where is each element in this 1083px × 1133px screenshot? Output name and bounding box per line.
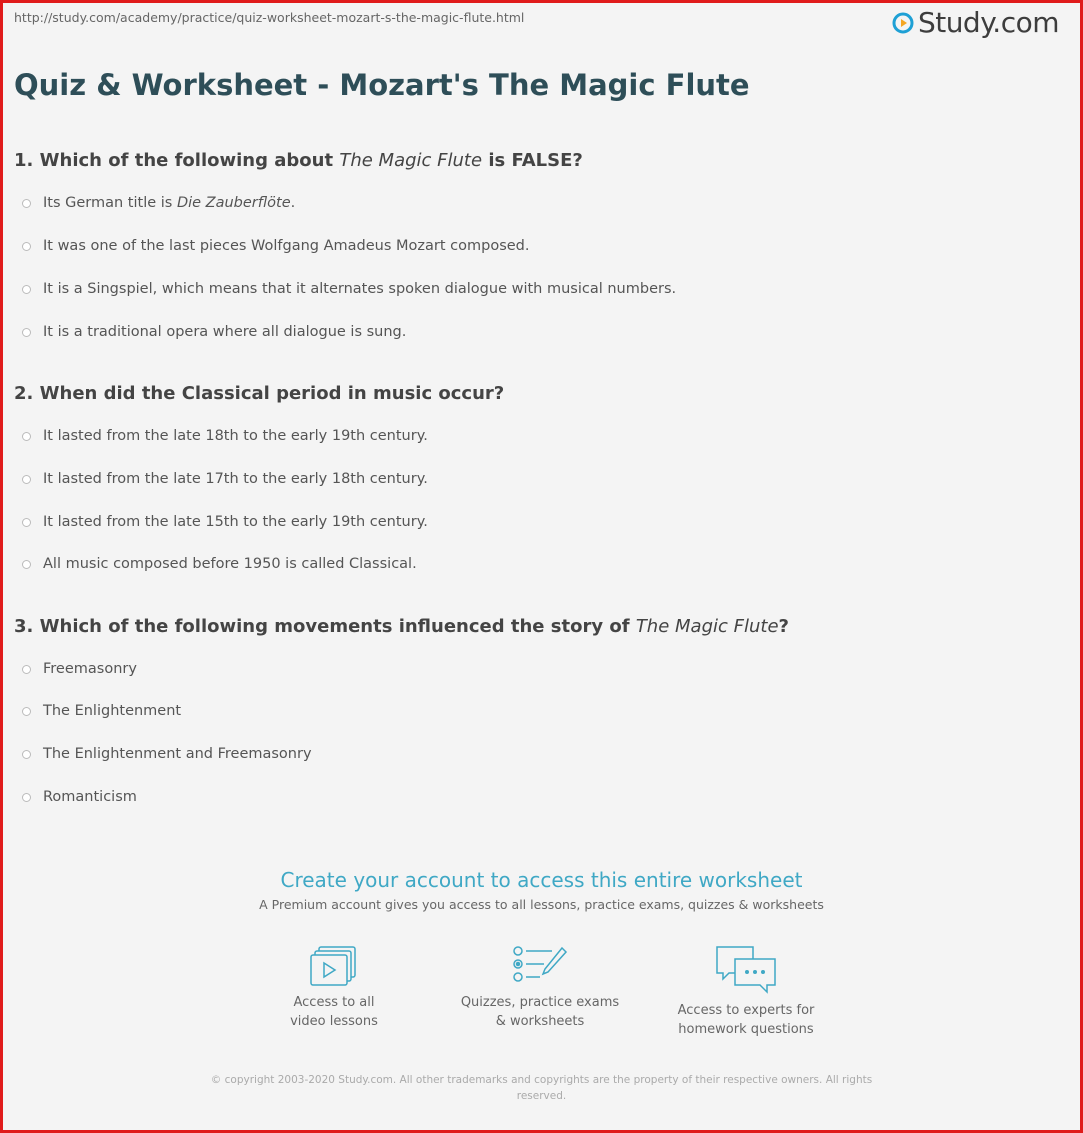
- question-1: [14, 150, 583, 171]
- radio-button[interactable]: [22, 707, 31, 716]
- option-label: The Enlightenment and Freemasonry: [43, 746, 312, 762]
- answer-option[interactable]: [22, 321, 406, 343]
- question-text-end: ?: [778, 616, 789, 637]
- option-label: It is a traditional opera where all dialogue is sung.: [43, 324, 407, 340]
- option-label: Freemasonry: [43, 661, 137, 677]
- option-label: The Enlightenment: [43, 703, 182, 719]
- question-text-italic: The Magic Flute: [635, 616, 779, 637]
- page-title: Quiz & Worksheet - Mozart's The Magic Flute: [14, 68, 750, 102]
- radio-button[interactable]: [22, 665, 31, 674]
- question-text: Which of the following movements influenced the story of: [39, 616, 636, 637]
- study-logo[interactable]: [892, 6, 1059, 39]
- radio-button[interactable]: [22, 475, 31, 484]
- option-label: It lasted from the late 15th to the early 19th century.: [43, 514, 428, 530]
- radio-button[interactable]: [22, 518, 31, 527]
- question-number: 2.: [14, 383, 34, 404]
- answer-option[interactable]: [22, 700, 181, 722]
- radio-button[interactable]: [22, 285, 31, 294]
- feature-video-lessons: [224, 945, 444, 1031]
- question-number: 1.: [14, 150, 34, 171]
- option-label: Romanticism: [43, 789, 137, 805]
- quiz-checklist-icon: [512, 945, 568, 987]
- video-lessons-icon: [309, 945, 359, 987]
- option-label: It is a Singspiel, which means that it alternates spoken dialogue with musical numbers.: [43, 281, 677, 297]
- answer-option[interactable]: [22, 278, 676, 300]
- option-label: It lasted from the late 17th to the early 18th century.: [43, 471, 428, 487]
- radio-button[interactable]: [22, 432, 31, 441]
- question-text-end: is FALSE?: [482, 150, 583, 171]
- chat-bubbles-icon: [715, 945, 777, 995]
- radio-button[interactable]: [22, 199, 31, 208]
- option-label: It lasted from the late 18th to the early 19th century.: [43, 428, 428, 444]
- radio-button[interactable]: [22, 328, 31, 337]
- answer-option[interactable]: [22, 743, 312, 765]
- logo-text: Study.com: [917, 6, 1059, 39]
- feature-label: Access to experts for homework questions: [677, 1003, 815, 1037]
- radio-button[interactable]: [22, 750, 31, 759]
- page-url: http://study.com/academy/practice/quiz-worksheet-mozart-s-the-magic-flute.html: [14, 10, 525, 25]
- answer-option[interactable]: [22, 553, 417, 575]
- play-circle-icon: [892, 12, 914, 34]
- question-3: [14, 616, 789, 637]
- question-2: [14, 383, 504, 404]
- question-text: When did the Classical period in music occur?: [39, 383, 505, 404]
- answer-option[interactable]: [22, 425, 428, 447]
- radio-button[interactable]: [22, 242, 31, 251]
- feature-experts: [636, 945, 856, 1039]
- answer-option[interactable]: [22, 468, 428, 490]
- question-number: 3.: [14, 616, 34, 637]
- answer-option[interactable]: [22, 511, 428, 533]
- feature-label: Access to all video lessons: [290, 995, 378, 1029]
- question-text: Which of the following about: [39, 150, 340, 171]
- question-text-italic: The Magic Flute: [339, 150, 483, 171]
- cta-heading[interactable]: Create your account to access this entire worksheet: [280, 868, 803, 892]
- copyright: © copyright 2003-2020 Study.com. All other trademarks and copyrights are the property of their respective owners. All rights reserved.: [210, 1074, 873, 1102]
- option-label: All music composed before 1950 is called Classical.: [43, 556, 417, 572]
- answer-option[interactable]: [22, 786, 137, 808]
- feature-label: Quizzes, practice exams & worksheets: [460, 995, 620, 1029]
- radio-button[interactable]: [22, 793, 31, 802]
- option-label: It was one of the last pieces Wolfgang Amadeus Mozart composed.: [43, 238, 530, 254]
- answer-option[interactable]: [22, 235, 530, 257]
- answer-option[interactable]: [22, 192, 295, 214]
- answer-option[interactable]: [22, 658, 137, 680]
- feature-quizzes: [430, 945, 650, 1031]
- radio-button[interactable]: [22, 560, 31, 569]
- cta-subheading: A Premium account gives you access to all lessons, practice exams, quizzes & worksheets: [259, 897, 824, 912]
- option-label: Its German title is Die Zauberflöte.: [43, 195, 296, 211]
